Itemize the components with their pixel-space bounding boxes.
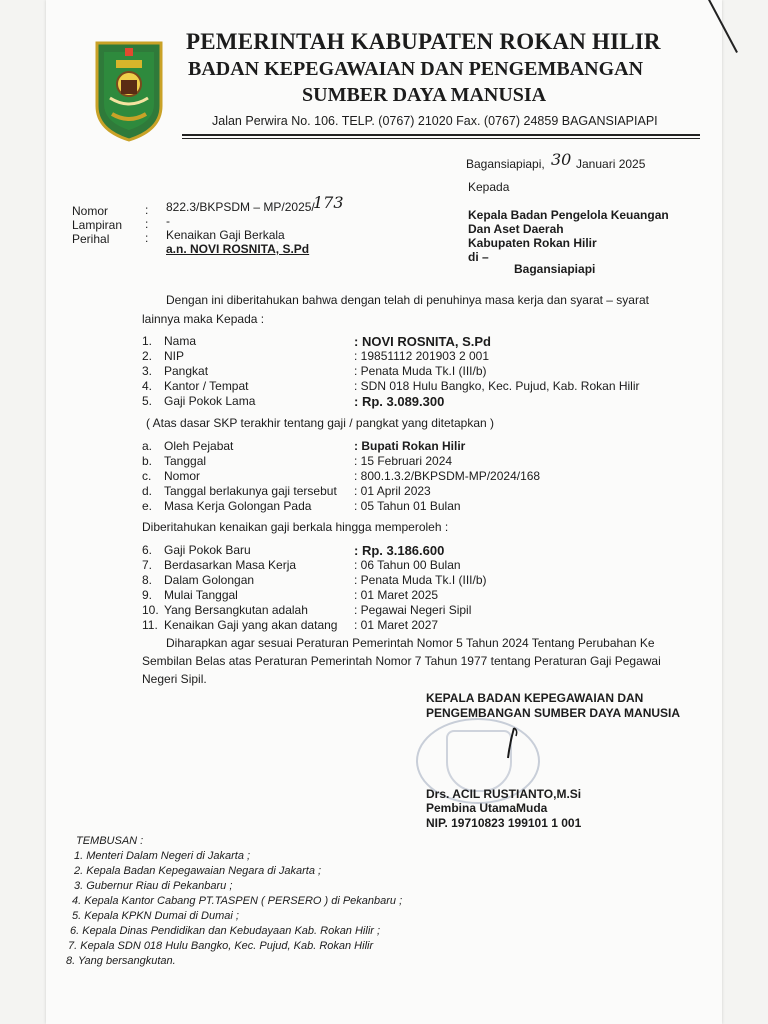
row-value: : NOVI ROSNITA, S.Pd (354, 334, 491, 349)
increase-note: Diberitahukan kenaikan gaji berkala hingga memperoleh : (142, 520, 449, 534)
signatory-nip: NIP. 19710823 199101 1 001 (426, 816, 582, 830)
closing-line1: Diharapkan agar sesuai Peraturan Pemerintah Nomor 5 Tahun 2024 Tentang Perubahan Ke (166, 636, 655, 650)
row-number: 6. (142, 543, 153, 557)
lampiran-value: - (166, 214, 170, 228)
row-value: : Rp. 3.186.600 (354, 543, 445, 558)
increase-row (142, 543, 702, 559)
row-number: 9. (142, 588, 153, 602)
row-number: 1. (142, 334, 153, 348)
row-number: 4. (142, 379, 153, 393)
row-value: : 06 Tahun 00 Bulan (354, 558, 461, 572)
closing-line2: Sembilan Belas atas Peraturan Pemerintah Nomor 7 Tahun 1977 tentang Peraturan Gaji Pegawai (142, 654, 661, 668)
signatory-title2: PENGEMBANGAN SUMBER DAYA MANUSIA (426, 706, 681, 720)
nomor-handwritten: 173 (313, 193, 344, 212)
tembusan-item: 3. Gubernur Riau di Pekanbaru ; (74, 880, 233, 892)
increase-row (142, 573, 702, 589)
employee-row (142, 349, 702, 365)
row-number: c. (142, 469, 152, 483)
header-address: Jalan Perwira No. 106. TELP. (0767) 21020 Fax. (0767) 24859 BAGANSIAPIAPI (212, 114, 658, 128)
employee-row (142, 364, 702, 380)
row-number: a. (142, 439, 153, 453)
recipient-line4: di – (468, 250, 489, 264)
row-label: Berdasarkan Masa Kerja (164, 558, 297, 572)
signatory-name: Drs. ACIL RUSTIANTO,M.Si (426, 787, 582, 801)
basis-row (142, 469, 702, 485)
row-label: Yang Bersangkutan adalah (164, 603, 308, 617)
letter-month-year: Januari 2025 (576, 157, 646, 171)
header-agency-2: SUMBER DAYA MANUSIA (302, 84, 547, 106)
perihal-name: a.n. NOVI ROSNITA, S.Pd (166, 242, 310, 256)
row-label: Pangkat (164, 364, 209, 378)
tembusan-item: 6. Kepala Dinas Pendidikan dan Kebudayaan Kab. Rokan Hilir ; (70, 925, 381, 937)
row-value: : 05 Tahun 01 Bulan (354, 499, 461, 513)
basis-row (142, 454, 702, 470)
row-value: : Penata Muda Tk.I (III/b) (354, 573, 487, 587)
basis-row (142, 439, 702, 455)
tembusan-item: 8. Yang bersangkutan. (66, 955, 176, 967)
row-value: : 15 Februari 2024 (354, 454, 453, 468)
row-label: Masa Kerja Golongan Pada (164, 499, 312, 513)
row-label: NIP (164, 349, 185, 363)
row-value: : 01 April 2023 (354, 484, 431, 498)
row-label: Tanggal berlakunya gaji tersebut (164, 484, 337, 498)
row-value: : 19851112 201903 2 001 (354, 349, 490, 363)
employee-row (142, 334, 702, 350)
row-label: Mulai Tanggal (164, 588, 238, 602)
header-rule-thin (182, 138, 700, 139)
recipient-kepada: Kepada (468, 180, 510, 194)
lampiran-label: Lampiran (72, 218, 123, 232)
row-number: 7. (142, 558, 153, 572)
row-number: 3. (142, 364, 153, 378)
closing-line3: Negeri Sipil. (142, 672, 207, 686)
row-label: Nomor (164, 469, 201, 483)
row-value: : Penata Muda Tk.I (III/b) (354, 364, 487, 378)
row-label: Tanggal (164, 454, 207, 468)
perihal-value: Kenaikan Gaji Berkala (166, 228, 285, 242)
tembusan-item: 1. Menteri Dalam Negeri di Jakarta ; (74, 850, 251, 862)
header-rule (182, 134, 700, 136)
basis-row (142, 499, 702, 515)
row-label: Kantor / Tempat (164, 379, 249, 393)
nomor-value: 822.3/BKPSDM – MP/2025/ (166, 200, 315, 214)
intro-line2: lainnya maka Kepada : (142, 312, 265, 326)
row-number: 2. (142, 349, 153, 363)
tembusan-item: 4. Kepala Kantor Cabang PT.TASPEN ( PERSERO ) di Pekanbaru ; (72, 895, 403, 907)
header-agency: BADAN KEPEGAWAIAN DAN PENGEMBANGAN (188, 58, 644, 80)
row-number: b. (142, 454, 153, 468)
row-number: d. (142, 484, 153, 498)
tembusan-item: 2. Kepala Badan Kepegawaian Negara di Jakarta ; (74, 865, 322, 877)
recipient-line3: Kabupaten Rokan Hilir (468, 236, 597, 250)
signatory-rank: Pembina UtamaMuda (426, 801, 548, 815)
row-value: : 800.1.3.2/BKPSDM-MP/2024/168 (354, 469, 541, 483)
row-value: : Bupati Rokan Hilir (354, 439, 466, 453)
letter-place: Bagansiapiapi, (466, 157, 545, 171)
increase-row (142, 558, 702, 574)
letter-day-handwritten: 30 (551, 150, 572, 169)
row-label: Kenaikan Gaji yang akan datang (164, 618, 338, 632)
row-value: : SDN 018 Hulu Bangko, Kec. Pujud, Kab. Rokan Hilir (354, 379, 640, 393)
tembusan-item: 7. Kepala SDN 018 Hulu Bangko, Kec. Pujud, Kab. Rokan Hilir (68, 940, 374, 952)
row-label: Dalam Golongan (164, 573, 255, 587)
row-label: Gaji Pokok Lama (164, 394, 256, 408)
row-number: 5. (142, 394, 153, 408)
lampiran-colon: : (145, 217, 149, 231)
row-value: : Rp. 3.089.300 (354, 394, 445, 409)
employee-row (142, 394, 702, 410)
tembusan-item: 5. Kepala KPKN Dumai di Dumai ; (72, 910, 239, 922)
row-number: e. (142, 499, 153, 513)
recipient-city: Bagansiapiapi (514, 262, 596, 276)
recipient-line2: Dan Aset Daerah (468, 222, 564, 236)
header-government: PEMERINTAH KABUPATEN ROKAN HILIR (186, 29, 661, 54)
row-label: Oleh Pejabat (164, 439, 234, 453)
signatory-title1: KEPALA BADAN KEPEGAWAIAN DAN (426, 691, 644, 705)
increase-row (142, 588, 702, 604)
perihal-label: Perihal (72, 232, 110, 246)
nomor-colon: : (145, 203, 149, 217)
nomor-label: Nomor (72, 204, 109, 218)
signature-mark (500, 724, 530, 764)
intro-line1: Dengan ini diberitahukan bahwa dengan telah di penuhinya masa kerja dan syarat – syarat (166, 293, 649, 307)
row-label: Nama (164, 334, 197, 348)
recipient-line1: Kepala Badan Pengelola Keuangan (468, 208, 669, 222)
row-value: : 01 Maret 2025 (354, 588, 439, 602)
regency-coat-of-arms-icon (94, 40, 164, 142)
basis-note: ( Atas dasar SKP terakhir tentang gaji / pangkat yang ditetapkan ) (146, 416, 494, 430)
row-value: : 01 Maret 2027 (354, 618, 439, 632)
increase-row (142, 603, 702, 619)
row-value: : Pegawai Negeri Sipil (354, 603, 472, 617)
perihal-colon: : (145, 231, 149, 245)
basis-row (142, 484, 702, 500)
row-label: Gaji Pokok Baru (164, 543, 251, 557)
employee-row (142, 379, 702, 395)
tembusan-title: TEMBUSAN : (76, 835, 144, 847)
row-number: 10. (142, 603, 159, 617)
row-number: 11. (142, 618, 158, 632)
increase-row (142, 618, 702, 634)
row-number: 8. (142, 573, 153, 587)
